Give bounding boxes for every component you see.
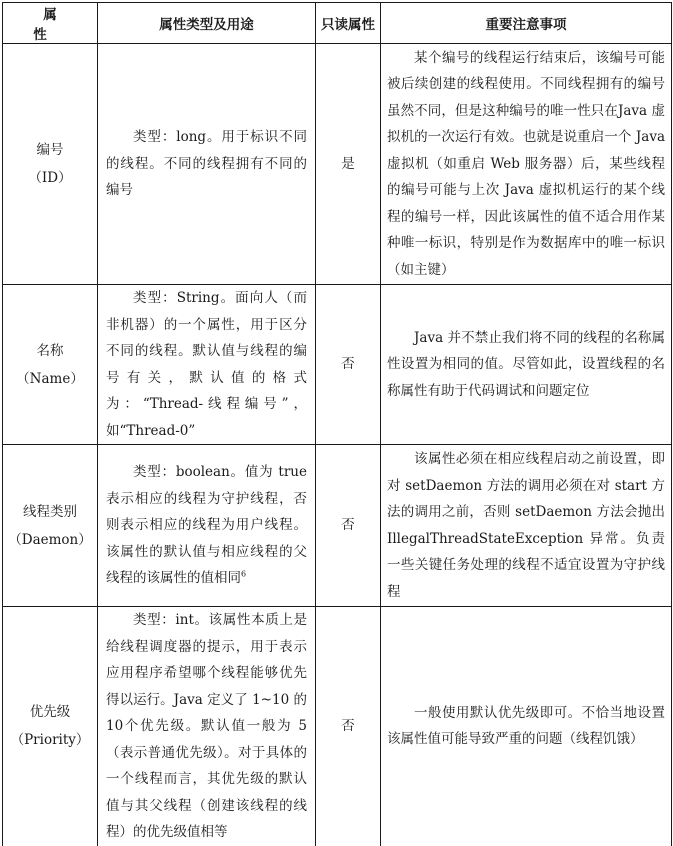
property-type: 类型：String。面向人（而非机器）的一个属性，用于区分不同的线程。默认值与线程的编号有关，默认值的格式为：“Thread-线程编号”，如“Thread-0” bbox=[106, 290, 307, 439]
property-type-wrap bbox=[106, 459, 307, 592]
property-name-en: （Daemon） bbox=[8, 531, 92, 548]
readonly-value: 否 bbox=[316, 445, 381, 607]
readonly-value: 否 bbox=[316, 607, 381, 846]
property-name: 线程类别 bbox=[23, 503, 77, 520]
property-type: 类型：int。该属性本质上是给线程调度器的提示，用于表示应用程序希望哪个线程能够优先得以运行。Java 定义了 1~10 的 10个优先级。默认值一般为 5（表示普通优先级）。对于具体的一个线程而言，其优先级的默认值与其父线程（创建该线程的线程）的优先级值相等 bbox=[106, 612, 307, 840]
property-note: 某个编号的线程运行结束后，该编号可能被后续创建的线程使用。不同线程拥有的编号虽然不同，但是这种编号的唯一性只在Java 虚拟机的一次运行有效。也就是说重启一个 Java 虚拟机（如重启 Web 服务器）后，某些线程的编号可能与上次 Java 虚拟机运行的某个线程的编号一样，因此该属性的值不适合用作某种唯一标识，特别是作为数据库中的唯一标识（如主键） bbox=[387, 49, 665, 278]
property-name-cell bbox=[3, 44, 98, 285]
header-notes: 重要注意事项 bbox=[381, 3, 672, 44]
property-name: 优先级 bbox=[29, 704, 71, 721]
property-name: 名称 bbox=[36, 342, 64, 359]
property-name-cell bbox=[3, 607, 98, 846]
header-type-usage: 属性类型及用途 bbox=[98, 3, 316, 44]
table-row bbox=[3, 285, 672, 445]
thread-properties-table bbox=[2, 2, 672, 846]
property-type-cell bbox=[98, 44, 316, 285]
property-type-cell bbox=[98, 607, 316, 846]
property-type: 类型：boolean。值为 true 表示相应的线程为守护线程，否则表示相应的线程为用户线程。该属性的默认值与相应线程的父线程的该属性的值相同 bbox=[106, 464, 307, 587]
property-note-cell bbox=[381, 607, 672, 846]
property-note-cell bbox=[381, 44, 672, 285]
table-header-row bbox=[3, 3, 672, 44]
property-note: 该属性必须在相应线程启动之前设置，即对 setDaemon 方法的调用必须在对 start 方法的调用之前，否则 setDaemon 方法会抛出IllegalThreadStateException 异常。负责一些关键任务处理的线程不适宜设置为守护线程 bbox=[387, 451, 665, 600]
property-note-cell bbox=[381, 285, 672, 445]
readonly-value: 否 bbox=[316, 285, 381, 445]
property-type-cell bbox=[98, 285, 316, 445]
readonly-value: 是 bbox=[316, 44, 381, 285]
property-type-cell bbox=[98, 445, 316, 607]
header-readonly: 只读属性 bbox=[316, 3, 381, 44]
header-property: 属 性 bbox=[3, 3, 98, 44]
footnote-marker: 6 bbox=[241, 569, 247, 579]
property-name-en: （Name） bbox=[16, 370, 84, 387]
property-name-en: （Priority） bbox=[10, 732, 90, 749]
property-type: 类型：long。用于标识不同的线程。不同的线程拥有不同的编号 bbox=[106, 129, 307, 199]
table-row bbox=[3, 607, 672, 846]
property-note: 一般使用默认优先级即可。不恰当地设置该属性值可能导致严重的问题（线程饥饿） bbox=[387, 704, 665, 748]
property-note: Java 并不禁止我们将不同的线程的名称属性设置为相同的值。尽管如此，设置线程的名称属性有助于代码调试和问题定位 bbox=[387, 329, 665, 399]
table-row bbox=[3, 44, 672, 285]
property-name-cell bbox=[3, 445, 98, 607]
property-name-cell bbox=[3, 285, 98, 445]
property-name-en: （ID） bbox=[28, 170, 72, 186]
table-row bbox=[3, 445, 672, 607]
property-note-cell bbox=[381, 445, 672, 607]
property-name: 编号 bbox=[36, 142, 64, 158]
